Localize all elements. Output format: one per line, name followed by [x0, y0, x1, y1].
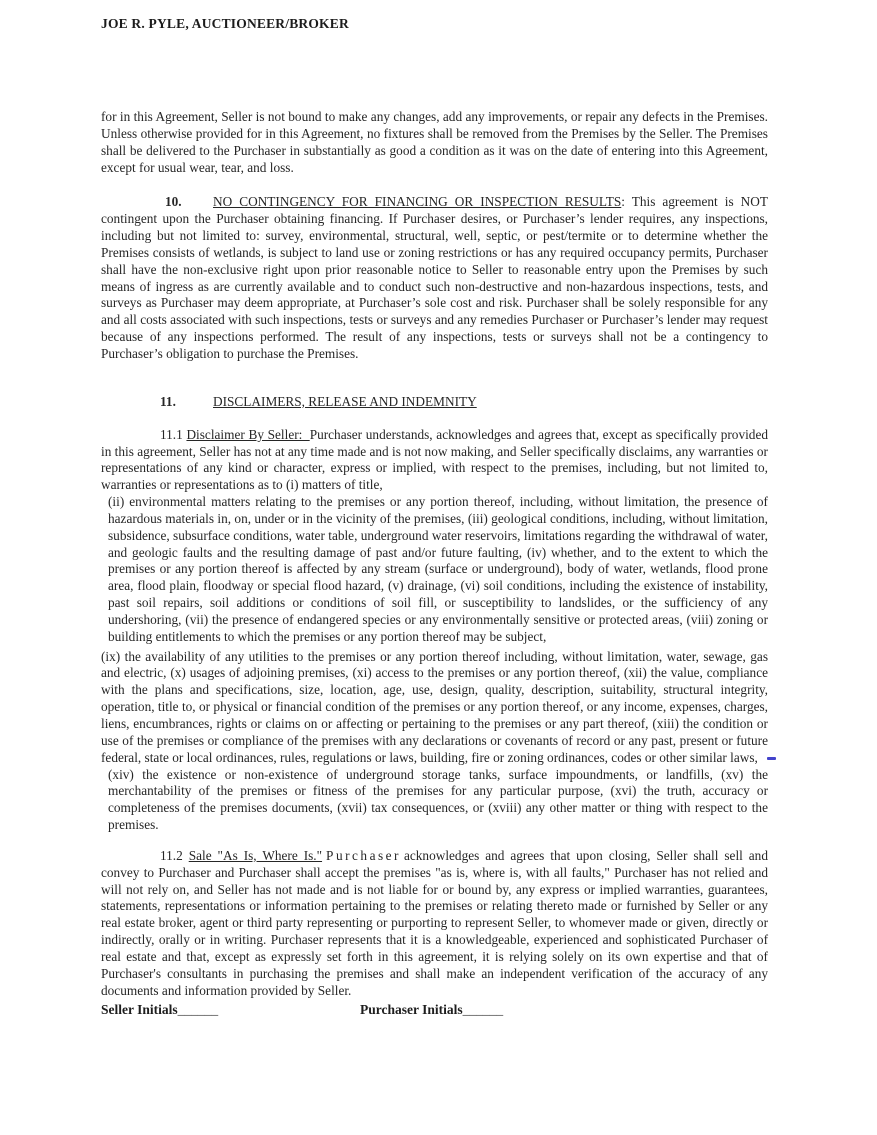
purchaser-initials-label: Purchaser Initials — [360, 1001, 463, 1017]
section-10-heading: NO CONTINGENCY FOR FINANCING OR INSPECTION RESULTS — [213, 194, 622, 210]
document-header: JOE R. PYLE, AUCTIONEER/BROKER — [101, 16, 349, 31]
section-10-number: 10. — [165, 194, 182, 210]
purchaser-initials-field — [360, 1001, 503, 1018]
section-11-number: 11. — [160, 393, 176, 409]
section-11-2-number: 11.2 — [160, 847, 189, 863]
section-11-1-body: Purchaser understands, acknowledges and agrees that, except as specifically provided in this agreement, Seller has not at any time made and is not now making, and Seller specifically disclaims, any warranties or representations of any kind or character, express or implied, with respect to the premises, including, but not limited to, warranties or representations as to (i) matters of title, — [101, 426, 769, 493]
section-11-2-paragraph — [101, 848, 768, 1000]
seller-initials-label: Seller Initials — [101, 1001, 178, 1017]
section-11-1-items-ix-xiii: (ix) the availability of any utilities to the premises or any portion thereof including, without limitation, water, sewage, gas and electric, (x) usages of adjoining premises, (xi) access to the premises or any portion thereof, (xii) the value, compliance with the plans and specifications, size, location, age, use, design, quality, description, suitability, structural integrity, operation, title to, or physical or financial condition of the premises or any portion thereof, or any income, expenses, charges, liens, encumbrances, rights or claims on or affecting or pertaining to the premises or any part thereof, (xiii) the condition or use of the premises or compliance of the premises with any declarations or covenants of record or any past, present or future federal, state or local ordinances, rules, regulations or laws, building, fire or zoning ordinances, codes or other similar laws, — [101, 648, 768, 765]
section-11-2-heading: Sale "As Is, Where Is." — [188, 847, 323, 863]
section-11-2-body: acknowledges and agrees that upon closing, Seller shall sell and convey to Purchaser and Purchaser shall accept the premises "as is, where is, with all faults," Purchaser has not relied and will not rely on, and Seller has not made and is not liable for or bound by, any express or implied warranties, guarantees, statements, representations or information pertaining to the premises or relating thereto made or furnished by Seller or any real estate broker, agent or third party representing or purporting to represent Seller, to whomever made or given, directly or indirectly, orally or in writing. Purchaser represents that it is a knowledgeable, experienced and sophisticated Purchaser of real estate and that, except as expressly set forth in this agreement, it is relying solely on its own expertise and that of Purchaser's consultants in purchasing the premises and shall make an independent verification of the accuracy of any documents and information provided by Seller. — [101, 847, 768, 998]
section-11-heading: DISCLAIMERS, RELEASE AND INDEMNITY — [213, 393, 477, 409]
section-11-1-paragraph — [101, 427, 768, 494]
section-10-body: : This agreement is NOT contingent upon the Purchaser obtaining financing. If Purchaser desires, or Purchaser’s lender requires, any inspections, including but not limited to: survey, environmental, structural, well, septic, or pest/termite or to determine whether the Premises consists of wetlands, is subject to land use or zoning restrictions or has any required occupancy permits, Purchaser shall have the non-exclusive right upon prior reasonable notice to Seller to reasonable entry upon the Premises by such means of ingress as are currently available and to conduct such non-destructive and non-hazardous inspections, tests, and surveys as Purchaser may deem appropriate, at Purchaser’s sole cost and risk. Purchaser shall be solely responsible for any and all costs associated with such inspections, tests or surveys and any remedies Purchaser or Purchaser’s lender may request because of any inspections performed. The result of any inspections, tests or surveys shall not be a contingency to Purchaser’s obligation to purchase the Premises. — [101, 194, 768, 361]
intro-paragraph: for in this Agreement, Seller is not bound to make any changes, add any improvements, or repair any defects in the Premises. Unless otherwise provided for in this Agreement, no fixtures shall be removed from the Premises by the Seller. The Premises shall be delivered to the Purchaser in substantially as good a condition as it was on the date of entering into this Agreement, except for usual wear, tear, and loss. — [101, 109, 768, 175]
section-10-paragraph — [101, 194, 768, 362]
section-11-1-items-ii-viii: (ii) environmental matters relating to the premises or any portion thereof, including, without limitation, the presence of hazardous materials in, on, under or in the vicinity of the premises, (iii) geological conditions, including, without limitation, subsidence, subsurface conditions, water table, underground water reservoirs, limitations regarding the withdrawal of water, and geologic faults and the resulting damage of past and/or future faulting, (iv) whether, and to the extent to which the premises or any portion thereof is affected by any stream (surface or underground), body of water, wetlands, flood prone area, flood plain, floodway or special flood hazard, (v) drainage, (vi) soil conditions, including the existence of instability, past soil repairs, soil additions or conditions of soil fill, or susceptibility to landslides, or the sufficiency of any undershoring, (vii) the presence of endangered species or any environmentally sensitive or protected areas, (viii) zoning or building entitlements to which the premises or any portion thereof may be subject, — [108, 494, 768, 644]
section-11-2-spaced-word: Purchaser — [326, 847, 401, 863]
initials-footer — [101, 1001, 768, 1018]
seller-initials-blank: ______ — [177, 1001, 219, 1017]
section-11-1-number: 11.1 — [160, 426, 187, 442]
purchaser-initials-blank: ______ — [462, 1001, 504, 1017]
seller-initials-field — [101, 1001, 360, 1018]
section-11-1-heading: Disclaimer By Seller: — [186, 426, 310, 442]
section-11-heading-row — [101, 394, 768, 411]
annotation-dash-mark — [767, 757, 776, 760]
section-11-1-items-xiv-xviii: (xiv) the existence or non-existence of underground storage tanks, surface impoundments, or landfills, (xv) the merchantability of the premises or fitness of the premises for any particular purpose, (xvi) the truth, accuracy or completeness of the premises documents, (xvii) tax consequences, or (xviii) any other matter or thing with respect to the premises. — [108, 766, 768, 833]
